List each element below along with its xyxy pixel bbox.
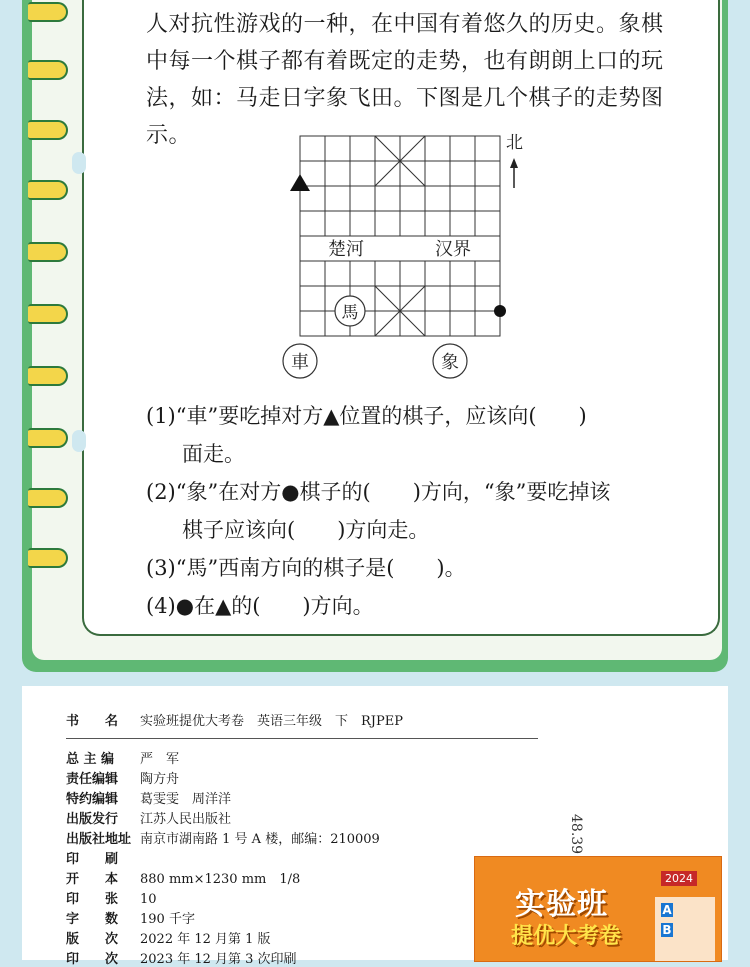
info-row [66, 908, 195, 927]
info-label: 出版发行 [66, 812, 119, 827]
info-label: 总 主 编 [66, 752, 115, 767]
info-label: 书 名 [66, 714, 119, 729]
info-label: 印 张 [66, 892, 119, 907]
river-right-label: 汉界 [435, 239, 471, 260]
info-label: 责任编辑 [66, 772, 119, 787]
info-label: 特约编辑 [66, 792, 119, 807]
cover-year: 2024 [661, 871, 697, 886]
punch-hole-icon [72, 430, 86, 452]
info-value: 2022 年 12 月第 1 版 [140, 932, 271, 947]
divider [66, 738, 538, 739]
spiral-ring-icon [28, 366, 68, 386]
info-label: 版 次 [66, 932, 119, 947]
question-2-cont: 棋子应该向( )方向走。 [182, 518, 430, 542]
spiral-ring-icon [28, 304, 68, 324]
spiral-ring-icon [28, 242, 68, 262]
spiral-ring-icon [28, 60, 68, 80]
question-3: (3)“馬”西南方向的棋子是( )。 [146, 556, 466, 580]
info-label: 开 本 [66, 872, 119, 887]
info-label: 字 数 [66, 912, 119, 927]
ma-piece-label: 馬 [341, 303, 359, 323]
question-4: (4)●在▲的( )方向。 [146, 594, 374, 618]
spiral-ring-icon [28, 488, 68, 508]
info-value: 实验班提优大考卷 英语三年级 下 RJPEP [140, 714, 403, 729]
triangle-piece-icon [290, 174, 310, 191]
chess-board-diagram [280, 128, 540, 386]
spiral-ring-icon [28, 548, 68, 568]
info-label: 出版社地址 [66, 832, 132, 847]
info-row [66, 710, 403, 729]
spiral-ring-icon [28, 180, 68, 200]
info-row [66, 788, 231, 807]
book-cover-image [474, 856, 722, 962]
info-value: 严 军 [140, 752, 180, 767]
spiral-ring-icon [28, 120, 68, 140]
question-2: (2)“象”在对方●棋子的( )方向，“象”要吃掉该 [146, 480, 611, 504]
punch-hole-icon [72, 152, 86, 174]
cover-a-badge: A [662, 903, 672, 917]
info-label: 印 刷 [66, 852, 119, 867]
river-left-label: 楚河 [328, 239, 364, 260]
info-row [66, 848, 140, 867]
info-value: 南京市湖南路 1 号 A 楼，邮编：210009 [140, 832, 380, 847]
info-value: 陶方舟 [140, 772, 180, 787]
info-value: 2023 年 12 月第 3 次印刷 [140, 952, 297, 967]
info-row [66, 868, 300, 887]
dot-piece-icon [494, 305, 506, 317]
info-row [66, 748, 179, 767]
info-row [66, 768, 179, 787]
info-value: 880 mm×1230 mm 1/8 [140, 872, 301, 887]
question-1-cont: 面走。 [182, 442, 245, 466]
cover-title: 实验班 [515, 887, 608, 922]
info-value: 10 [140, 892, 157, 907]
spiral-ring-icon [28, 2, 68, 22]
info-row [66, 808, 231, 827]
info-row [66, 928, 271, 947]
xiang-piece-label: 象 [441, 352, 459, 373]
info-value: 190 千字 [140, 912, 195, 927]
cover-b-badge: B [662, 923, 672, 937]
question-1: (1)“車”要吃掉对方▲位置的棋子，应该向( ) [146, 404, 587, 428]
cover-subtitle: 提优大考卷 [511, 924, 622, 949]
che-piece-label: 車 [291, 352, 309, 373]
info-label: 印 次 [66, 952, 119, 967]
info-row [66, 888, 157, 907]
info-row [66, 948, 297, 967]
north-label: 北 [506, 133, 523, 153]
info-value: 葛雯雯 周洋洋 [140, 792, 232, 807]
price-number: 48.39 [568, 814, 584, 855]
north-arrowhead-icon [510, 158, 518, 168]
intro-paragraph: 人对抗性游戏的一种，在中国有着悠久的历史。象棋中每一个棋子都有着既定的走势，也有朗朗上口的玩法，如：马走日字象飞田。下图是几个棋子的走势图示。 [146, 12, 664, 148]
info-value: 江苏人民出版社 [140, 812, 232, 827]
spiral-ring-icon [28, 428, 68, 448]
copyright-page [22, 686, 728, 967]
info-row [66, 828, 380, 847]
